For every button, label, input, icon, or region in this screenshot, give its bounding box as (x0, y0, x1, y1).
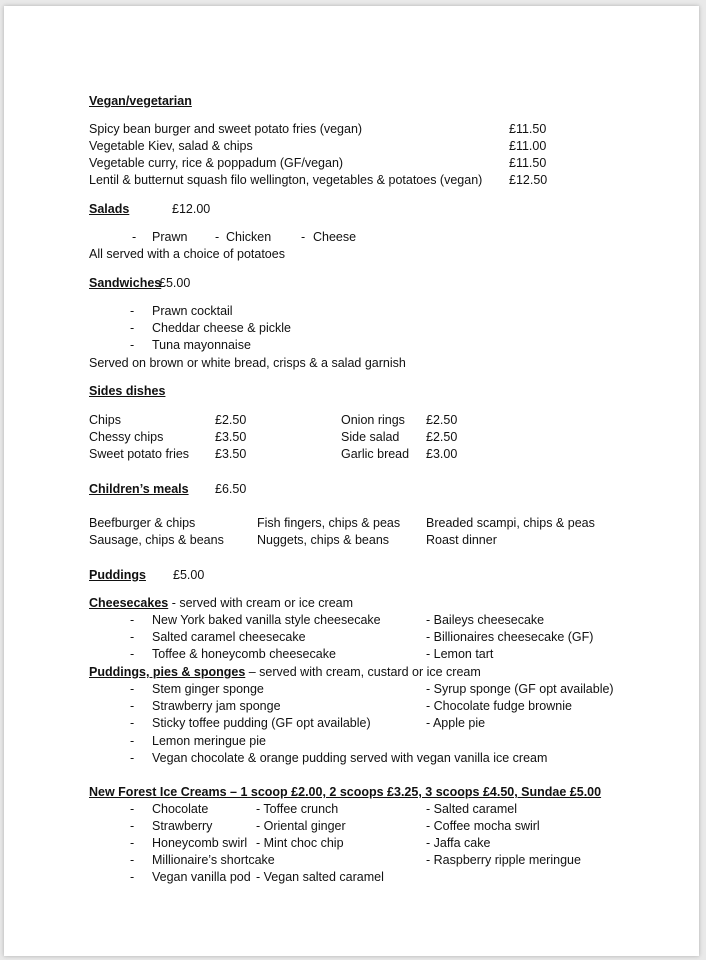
salads-price: £12.00 (172, 202, 211, 216)
side-price: £3.00 (426, 447, 458, 461)
pies-desc: – served with cream, custard or ice cream (245, 665, 481, 679)
sandwich-item: - Tuna mayonnaise (152, 338, 251, 353)
cheesecake-item: - Lemon tart (426, 647, 494, 661)
vegan-item: Vegetable Kiev, salad & chips (89, 139, 253, 153)
side-price: £3.50 (215, 430, 247, 444)
cheesecakes-line (89, 596, 353, 611)
salad-option: Chicken (226, 230, 272, 244)
child-meal: Sausage, chips & beans (89, 533, 224, 547)
sandwiches-price: £5.00 (159, 276, 191, 290)
salads-heading: Salads (89, 202, 130, 216)
pudding-item: - Strawberry jam sponge (152, 699, 281, 714)
sandwich-item: - Cheddar cheese & pickle (152, 321, 291, 336)
sandwiches-heading: Sandwiches (89, 276, 162, 290)
sandwich-item: - Prawn cocktail (152, 304, 233, 319)
salad-option: Prawn (152, 230, 188, 244)
cheesecakes-heading: Cheesecakes (89, 596, 169, 610)
cheesecake-item: - New York baked vanilla style cheesecake (152, 613, 381, 628)
side-item: Sweet potato fries (89, 447, 190, 461)
pies-line (89, 665, 481, 680)
pies-heading: Puddings, pies & sponges (89, 665, 246, 679)
cheesecake-item: - Billionaires cheesecake (GF) (426, 630, 594, 644)
pudding-item: - Vegan chocolate & orange pudding served with vegan vanilla ice cream (152, 751, 547, 766)
vegan-heading: Vegan/vegetarian (89, 94, 192, 108)
icecream-flavour: - Oriental ginger (256, 819, 346, 833)
icecream-flavour: - Jaffa cake (426, 836, 491, 850)
vegan-item-price: £11.50 (509, 122, 547, 136)
pudding-item: - Lemon meringue pie (152, 734, 266, 749)
salad-dash: - (132, 230, 137, 244)
side-item: Garlic bread (341, 447, 410, 461)
cheesecake-item: - Salted caramel cheesecake (152, 630, 306, 645)
pudding-item: - Apple pie (426, 716, 486, 730)
pudding-item: - Sticky toffee pudding (GF opt available) (152, 716, 371, 731)
cheesecakes-desc: - served with cream or ice cream (168, 596, 354, 610)
child-meal: Breaded scampi, chips & peas (426, 516, 595, 530)
icecream-flavour: - Salted caramel (426, 802, 518, 816)
children-price: £6.50 (215, 482, 247, 496)
pudding-item: - Syrup sponge (GF opt available) (426, 682, 614, 696)
icecream-flavour: - Raspberry ripple meringue (426, 853, 581, 867)
salads-note: All served with a choice of potatoes (89, 247, 285, 261)
pudding-item: - Stem ginger sponge (152, 682, 264, 697)
menu-page (4, 6, 699, 956)
icecream-flavour: - Coffee mocha swirl (426, 819, 540, 833)
pudding-item: - Chocolate fudge brownie (426, 699, 572, 713)
side-item: Chips (89, 413, 121, 427)
side-price: £2.50 (215, 413, 247, 427)
cheesecake-item: - Toffee & honeycomb cheesecake (152, 647, 336, 662)
vegan-item-price: £11.50 (509, 156, 547, 170)
child-meal: Nuggets, chips & beans (257, 533, 390, 547)
vegan-item-price: £11.00 (509, 139, 547, 153)
icecream-flavour: - Vegan salted caramel (256, 870, 384, 884)
puddings-price: £5.00 (173, 568, 205, 582)
side-price: £2.50 (426, 430, 458, 444)
children-heading: Children’s meals (89, 482, 189, 496)
side-item: Onion rings (341, 413, 405, 427)
cheesecake-item: - Baileys cheesecake (426, 613, 545, 627)
icecream-flavour: - Vegan vanilla pod (152, 870, 251, 885)
sides-heading: Sides dishes (89, 384, 166, 398)
icecream-flavour: - Honeycomb swirl (152, 836, 247, 851)
side-price: £2.50 (426, 413, 458, 427)
child-meal: Roast dinner (426, 533, 497, 547)
icecream-heading: New Forest Ice Creams – 1 scoop £2.00, 2 scoops £3.25, 3 scoops £4.50, Sundae £5.00 (89, 785, 602, 799)
vegan-item: Lentil & butternut squash filo wellington, vegetables & potatoes (vegan) (89, 173, 483, 187)
icecream-flavour: - Chocolate (152, 802, 208, 817)
child-meal: Beefburger & chips (89, 516, 196, 530)
vegan-item: Spicy bean burger and sweet potato fries (vegan) (89, 122, 363, 136)
icecream-flavour: - Millionaire’s shortcake (152, 853, 275, 868)
vegan-item-price: £12.50 (509, 173, 548, 187)
salad-dash: - (301, 230, 306, 244)
icecream-flavour: - Mint choc chip (256, 836, 344, 850)
side-item: Side salad (341, 430, 400, 444)
child-meal: Fish fingers, chips & peas (257, 516, 401, 530)
icecream-flavour: - Toffee crunch (256, 802, 339, 816)
side-item: Chessy chips (89, 430, 164, 444)
salad-option: Cheese (313, 230, 357, 244)
icecream-flavour: - Strawberry (152, 819, 212, 834)
vegan-item: Vegetable curry, rice & poppadum (GF/vegan) (89, 156, 344, 170)
puddings-heading: Puddings (89, 568, 146, 582)
salad-dash: - (215, 230, 220, 244)
side-price: £3.50 (215, 447, 247, 461)
sandwiches-note: Served on brown or white bread, crisps & a salad garnish (89, 356, 406, 370)
